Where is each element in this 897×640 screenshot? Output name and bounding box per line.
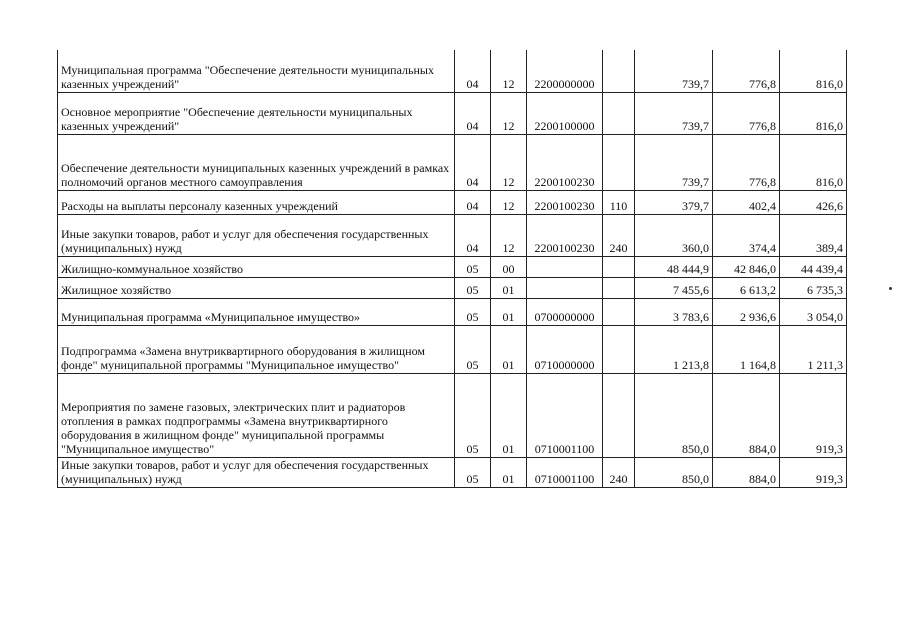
amount-year-3: 3 054,0 xyxy=(780,298,847,325)
table-row xyxy=(58,256,847,277)
expense-type-code xyxy=(603,298,635,325)
amount-year-3: 426,6 xyxy=(780,190,847,214)
amount-year-1: 1 213,8 xyxy=(635,325,713,373)
amount-year-3: 1 211,3 xyxy=(780,325,847,373)
expense-type-code xyxy=(603,277,635,298)
table-row xyxy=(58,92,847,134)
row-name: Основное мероприятие "Обеспечение деятельности муниципальных казенных учреждений" xyxy=(58,92,455,134)
target-article-code xyxy=(527,277,603,298)
table-row xyxy=(58,277,847,298)
expense-type-code xyxy=(603,50,635,92)
amount-year-1: 850,0 xyxy=(635,373,713,457)
row-name: Мероприятия по замене газовых, электрических плит и радиаторов отопления в рамках подпрограммы «Замена внутриквартирного оборудования в жилищном фонде" муниципальной программы "Муниципальное имущество" xyxy=(58,373,455,457)
subsection-code: 12 xyxy=(491,50,527,92)
target-article-code: 0710000000 xyxy=(527,325,603,373)
subsection-code: 01 xyxy=(491,325,527,373)
target-article-code xyxy=(527,256,603,277)
table-row xyxy=(58,214,847,256)
expense-type-code: 110 xyxy=(603,190,635,214)
target-article-code: 0710001100 xyxy=(527,373,603,457)
table-row xyxy=(58,134,847,190)
amount-year-2: 776,8 xyxy=(713,134,780,190)
amount-year-2: 42 846,0 xyxy=(713,256,780,277)
subsection-code: 01 xyxy=(491,457,527,487)
amount-year-2: 1 164,8 xyxy=(713,325,780,373)
table-row xyxy=(58,50,847,92)
subsection-code: 12 xyxy=(491,134,527,190)
subsection-code: 12 xyxy=(491,190,527,214)
amount-year-3: 816,0 xyxy=(780,50,847,92)
budget-table xyxy=(57,50,847,488)
subsection-code: 12 xyxy=(491,92,527,134)
expense-type-code xyxy=(603,256,635,277)
amount-year-1: 48 444,9 xyxy=(635,256,713,277)
amount-year-1: 850,0 xyxy=(635,457,713,487)
amount-year-1: 739,7 xyxy=(635,50,713,92)
expense-type-code: 240 xyxy=(603,457,635,487)
amount-year-1: 3 783,6 xyxy=(635,298,713,325)
row-name: Подпрограмма «Замена внутриквартирного оборудования в жилищном фонде" муниципальной программы "Муниципальное имущество" xyxy=(58,325,455,373)
expense-type-code xyxy=(603,373,635,457)
row-name: Обеспечение деятельности муниципальных казенных учреждений в рамках полномочий органов местного самоуправления xyxy=(58,134,455,190)
section-code: 05 xyxy=(455,373,491,457)
amount-year-2: 374,4 xyxy=(713,214,780,256)
subsection-code: 12 xyxy=(491,214,527,256)
row-name: Муниципальная программа "Обеспечение деятельности муниципальных казенных учреждений" xyxy=(58,50,455,92)
row-name: Расходы на выплаты персоналу казенных учреждений xyxy=(58,190,455,214)
target-article-code: 2200000000 xyxy=(527,50,603,92)
scan-dot xyxy=(889,287,892,290)
amount-year-1: 7 455,6 xyxy=(635,277,713,298)
row-name: Жилищное хозяйство xyxy=(58,277,455,298)
amount-year-1: 739,7 xyxy=(635,134,713,190)
section-code: 04 xyxy=(455,134,491,190)
section-code: 05 xyxy=(455,256,491,277)
amount-year-2: 2 936,6 xyxy=(713,298,780,325)
row-name: Жилищно-коммунальное хозяйство xyxy=(58,256,455,277)
section-code: 05 xyxy=(455,325,491,373)
section-code: 05 xyxy=(455,457,491,487)
section-code: 05 xyxy=(455,298,491,325)
section-code: 05 xyxy=(455,277,491,298)
amount-year-1: 360,0 xyxy=(635,214,713,256)
row-name: Иные закупки товаров, работ и услуг для обеспечения государственных (муниципальных) нужд xyxy=(58,214,455,256)
subsection-code: 01 xyxy=(491,277,527,298)
amount-year-2: 776,8 xyxy=(713,50,780,92)
target-article-code: 2200100230 xyxy=(527,214,603,256)
amount-year-3: 816,0 xyxy=(780,92,847,134)
amount-year-2: 884,0 xyxy=(713,373,780,457)
table-row xyxy=(58,373,847,457)
expense-type-code xyxy=(603,325,635,373)
section-code: 04 xyxy=(455,214,491,256)
amount-year-3: 816,0 xyxy=(780,134,847,190)
amount-year-3: 389,4 xyxy=(780,214,847,256)
amount-year-3: 919,3 xyxy=(780,373,847,457)
target-article-code: 2200100230 xyxy=(527,134,603,190)
subsection-code: 00 xyxy=(491,256,527,277)
section-code: 04 xyxy=(455,190,491,214)
expense-type-code: 240 xyxy=(603,214,635,256)
amount-year-1: 739,7 xyxy=(635,92,713,134)
table-row xyxy=(58,325,847,373)
table-row xyxy=(58,298,847,325)
subsection-code: 01 xyxy=(491,373,527,457)
amount-year-3: 6 735,3 xyxy=(780,277,847,298)
section-code: 04 xyxy=(455,92,491,134)
target-article-code: 2200100000 xyxy=(527,92,603,134)
row-name: Иные закупки товаров, работ и услуг для обеспечения государственных (муниципальных) нужд xyxy=(58,457,455,487)
amount-year-2: 884,0 xyxy=(713,457,780,487)
target-article-code: 0700000000 xyxy=(527,298,603,325)
table-body xyxy=(58,50,847,487)
subsection-code: 01 xyxy=(491,298,527,325)
table-row xyxy=(58,190,847,214)
expense-type-code xyxy=(603,92,635,134)
target-article-code: 0710001100 xyxy=(527,457,603,487)
amount-year-3: 44 439,4 xyxy=(780,256,847,277)
amount-year-2: 776,8 xyxy=(713,92,780,134)
target-article-code: 2200100230 xyxy=(527,190,603,214)
amount-year-3: 919,3 xyxy=(780,457,847,487)
amount-year-2: 6 613,2 xyxy=(713,277,780,298)
row-name: Муниципальная программа «Муниципальное имущество» xyxy=(58,298,455,325)
section-code: 04 xyxy=(455,50,491,92)
amount-year-1: 379,7 xyxy=(635,190,713,214)
table-row xyxy=(58,457,847,487)
amount-year-2: 402,4 xyxy=(713,190,780,214)
expense-type-code xyxy=(603,134,635,190)
